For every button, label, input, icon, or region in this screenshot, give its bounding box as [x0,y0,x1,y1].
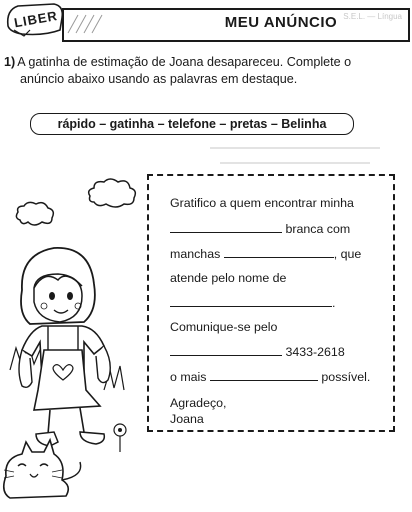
ad-line-4: atende pelo nome de [170,271,287,285]
header-faint-text: S.E.L. — Língua [343,12,402,21]
banner-stripes [66,13,106,35]
question-text [4,54,404,88]
word-bank-box [30,113,354,135]
question-line-2: anúncio abaixo usando as palavras em destaque. [20,72,298,86]
publisher-logo [4,0,68,40]
closing: Agradeço, [170,396,227,410]
ad-box [147,174,395,432]
ad-line-3 [170,246,361,261]
bleed-through-scribble [200,138,400,178]
ad-line-1: Gratifico a quem encontrar minha [170,196,354,210]
ad-line-6: Comunique-se pelo [170,320,278,334]
title-banner [62,8,410,42]
svg-text:LIBER: LIBER [12,7,59,31]
question-number: 1) [4,55,16,69]
ad-line-5-text: . [332,296,336,310]
ad-line-2-text: branca com [285,222,351,236]
ad-line-8 [170,369,370,384]
ad-line-8-text-start: o mais [170,370,207,384]
ad-line-3-text-start: manchas [170,247,221,261]
signature: Joana [170,412,204,426]
ad-line-5 [170,295,335,310]
blank-name-input[interactable] [170,295,332,307]
ad-line-7 [170,344,345,359]
blank-cat-input[interactable] [170,221,282,233]
ad-line-8-text-end: possível. [321,370,371,384]
page-title: MEU ANÚNCIO [224,14,338,31]
ad-line-3-text-end: , que [333,247,362,261]
girl-with-cat-illustration [0,230,140,512]
ad-line-2 [170,221,350,236]
word-bank-text: rápido – gatinha – telefone – pretas – Belinha [57,117,327,131]
blank-phone-input[interactable] [170,344,282,356]
question-line-1: A gatinha de estimação de Joana desapareceu. Complete o [17,55,352,69]
cloud-icon [86,176,138,210]
blank-spots-input[interactable] [224,246,334,258]
blank-fast-input[interactable] [210,369,318,381]
cloud-icon-small [14,200,58,228]
phone-number: 3433-2618 [285,345,345,359]
